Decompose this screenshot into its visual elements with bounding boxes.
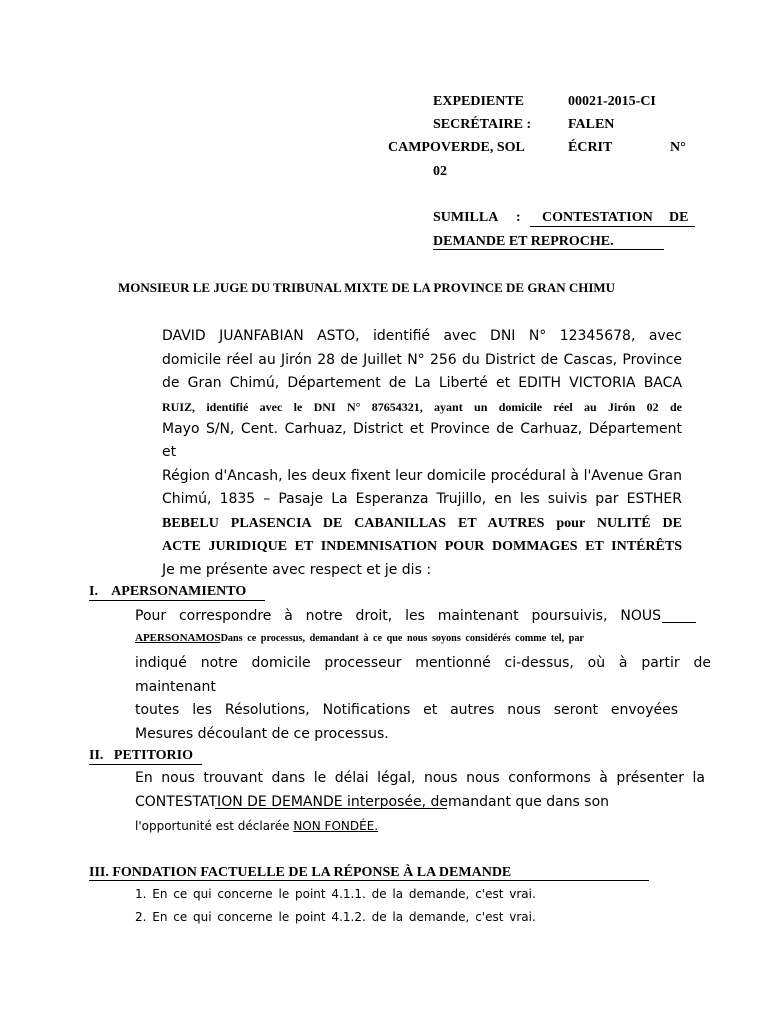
section-1-line: indiqué notre domicile processeur mentionné ci-dessus, où à partir de maintenant [135,655,711,695]
ecrit-text: ÉCRIT [568,140,613,155]
section-2-line-3 [135,814,705,838]
expediente-value: 00021-2015-CI [568,94,656,109]
section-1-underline [89,600,265,601]
secretaire-value: FALEN [568,117,615,132]
apersonamos-word: APERSONAMOS [135,632,221,644]
intro-line: Je me présente avec respect et je dis : [162,561,432,578]
section-3-title: III. FONDATION FACTUELLE DE LA RÉPONSE À LA DEMANDE [89,865,512,880]
section-2-title: II. PETITORIO [89,748,193,763]
addressee-heading: MONSIEUR LE JUGE DU TRIBUNAL MIXTE DE LA PROVINCE DE GRAN CHIMU [118,280,616,295]
intro-line: BEBELU PLASENCIA DE CABANILLAS ET AUTRES pour NULITÉ DE [162,515,682,531]
section-1-line-2 [135,628,691,652]
intro-line: de Gran Chimú, Département de La Liberté et EDITH VICTORIA BACA [162,375,682,391]
section-1-line: toutes les Résolutions, Notifications et autres nous seront envoyées [135,702,678,718]
intro-line: ACTE JURIDIQUE ET INDEMNISATION POUR DOMMAGES ET INTÉRÊTS [162,539,682,554]
numero-label: N° [670,140,686,155]
intro-line: DAVID JUANFABIAN ASTO, identifié avec DNI N° 12345678, avec [162,328,682,344]
section-1-line: Pour correspondre à notre droit, les maintenant poursuivis, NOUS [135,608,661,624]
sumilla-contestation: CONTESTATION [542,210,653,225]
sumilla-line2: DEMANDE ET REPROCHE. [433,234,614,249]
section-1-title: I. APERSONAMIENTO [89,584,247,599]
fact-item-1: 1. En ce qui concerne le point 4.1.1. de la demande, c'est vrai. [135,887,536,901]
sumilla-colon: : [516,210,521,225]
opportunite-text: l'opportunité est déclarée [135,819,294,833]
intro-paragraph [162,325,682,582]
section-2-underline [89,764,202,765]
sumilla-underline-2 [433,249,664,250]
section-2-line: En nous trouvant dans le délai légal, nous nous conformons à présenter la [135,770,705,786]
section-1-body [135,605,711,746]
sumilla-de: DE [669,210,689,225]
intro-line: Mayo S/N, Cent. Carhuaz, District et Province de Carhuaz, Département et [162,420,682,460]
section-1-line: Dans ce processus, demandant à ce que nous soyons considérés comme tel, par [220,633,584,644]
fact-item-2: 2. En ce qui concerne le point 4.1.2. de la demande, c'est vrai. [135,910,536,924]
sumilla-underline-1 [530,226,695,227]
intro-line: RUIZ, identifié avec le DNI N° 87654321, ayant un domicile réel au Jirón 02 de [162,399,682,414]
section-2-body [135,767,705,838]
intro-line: domicile réel au Jirón 28 de Juillet N° 256 du District de Cascas, Province [162,351,682,368]
campoverde-text: CAMPOVERDE, SOL [388,140,525,155]
intro-line: Région d'Ancash, les deux fixent leur domicile procédural à l'Avenue Gran [162,467,682,484]
contestation-underline [215,808,447,809]
section-2-line: CONTESTATION DE DEMANDE interposée, demandant que dans son [135,793,610,810]
expediente-label: EXPEDIENTE [433,94,525,109]
secretaire-label: SECRÉTAIRE : [433,117,532,132]
section-3-underline [89,880,649,881]
nous-underline [662,622,696,623]
sumilla-label: SUMILLA [433,210,499,225]
section-1-line: Mesures découlant de ce processus. [135,725,389,742]
numero-value: 02 [433,164,447,179]
intro-line: Chimú, 1835 – Pasaje La Esperanza Trujillo, en les suivis par ESTHER [162,491,682,507]
non-fondee-text: NON FONDÉE. [293,819,379,833]
